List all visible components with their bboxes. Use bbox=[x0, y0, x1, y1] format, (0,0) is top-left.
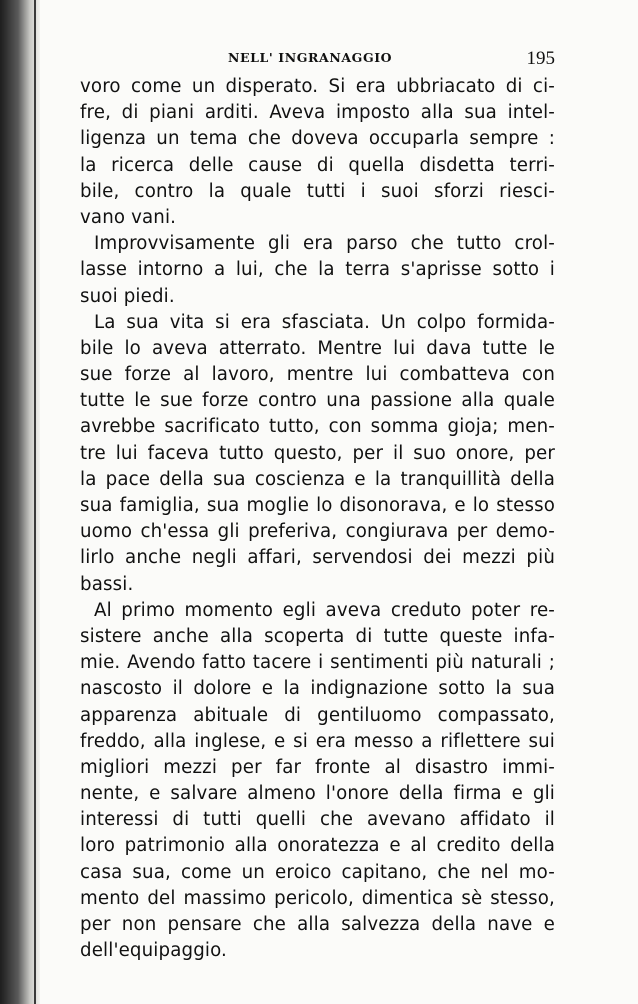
text-line: suoi piedi. bbox=[80, 285, 175, 307]
text-line: lirlo anche negli affari, servendosi dei mezzi più bbox=[80, 547, 555, 569]
text-line: la pace della sua coscienza e la tranquillità della bbox=[80, 468, 555, 490]
text-line: nente, e salvare almeno l'onore della firma e gli bbox=[80, 783, 555, 805]
book-binding-edge bbox=[34, 0, 36, 1004]
text-line: tre lui faceva tutto questo, per il suo onore, per bbox=[80, 442, 555, 464]
text-line: nascosto il dolore e la indignazione sotto la sua bbox=[80, 678, 555, 700]
running-header bbox=[80, 48, 555, 70]
text-line: vano vani. bbox=[80, 206, 177, 228]
text-line: uomo ch'essa gli preferiva, congiurava per demo- bbox=[80, 521, 555, 543]
text-line: interessi di tutti quelli che avevano affidato il bbox=[80, 809, 555, 831]
text-line: ligenza un tema che doveva occuparla sempre : bbox=[80, 128, 555, 150]
text-line: bile, contro la quale tutti i suoi sforzi riesci- bbox=[80, 180, 555, 202]
text-line: La sua vita si era sfasciata. Un colpo formida- bbox=[94, 311, 555, 333]
text-line: sue forze al lavoro, mentre lui combatteva con bbox=[80, 364, 555, 386]
text-line: dell'equipaggio. bbox=[80, 940, 227, 962]
running-header-title: NELL' INGRANAGGIO bbox=[228, 50, 393, 65]
text-line: la ricerca delle cause di quella disdetta terri- bbox=[80, 154, 555, 176]
text-line: loro patrimonio alla onoratezza e al credito della bbox=[80, 835, 555, 857]
text-line: Al primo momento egli aveva creduto poter re- bbox=[94, 599, 555, 621]
body-text bbox=[80, 74, 555, 964]
text-line: lasse intorno a lui, che la terra s'aprisse sotto i bbox=[80, 259, 555, 281]
text-line: casa sua, come un eroico capitano, che nel mo- bbox=[80, 861, 555, 883]
page-number: 195 bbox=[526, 48, 555, 69]
text-line: migliori mezzi per far fronte al disastro immi- bbox=[80, 756, 555, 778]
text-line: per non pensare che alla salvezza della nave e bbox=[80, 914, 555, 935]
text-line: avrebbe sacrificato tutto, con somma gioja; men- bbox=[80, 416, 555, 438]
text-line: voro come un disperato. Si era ubbriacato di ci- bbox=[80, 76, 555, 97]
text-line: bile lo aveva atterrato. Mentre lui dava tutte le bbox=[80, 337, 555, 359]
text-line: mie. Avendo fatto tacere i sentimenti più naturali ; bbox=[80, 652, 555, 674]
text-line: sua famiglia, sua moglie lo disonorava, e lo stesso bbox=[80, 495, 555, 516]
text-line: tutte le sue forze contro una passione alla quale bbox=[80, 390, 555, 412]
text-line: freddo, alla inglese, e si era messo a riflettere sui bbox=[80, 730, 555, 752]
text-line: Improvvisamente gli era parso che tutto crol- bbox=[94, 233, 555, 255]
text-line: bassi. bbox=[80, 573, 134, 595]
text-line: fre, di piani arditi. Aveva imposto alla sua intel- bbox=[80, 102, 555, 124]
text-line: apparenza abituale di gentiluomo compassato, bbox=[80, 704, 555, 726]
text-line: sistere anche alla scoperta di tutte queste infa- bbox=[80, 625, 555, 647]
text-line: mento del massimo pericolo, dimentica sè stesso, bbox=[80, 887, 555, 909]
